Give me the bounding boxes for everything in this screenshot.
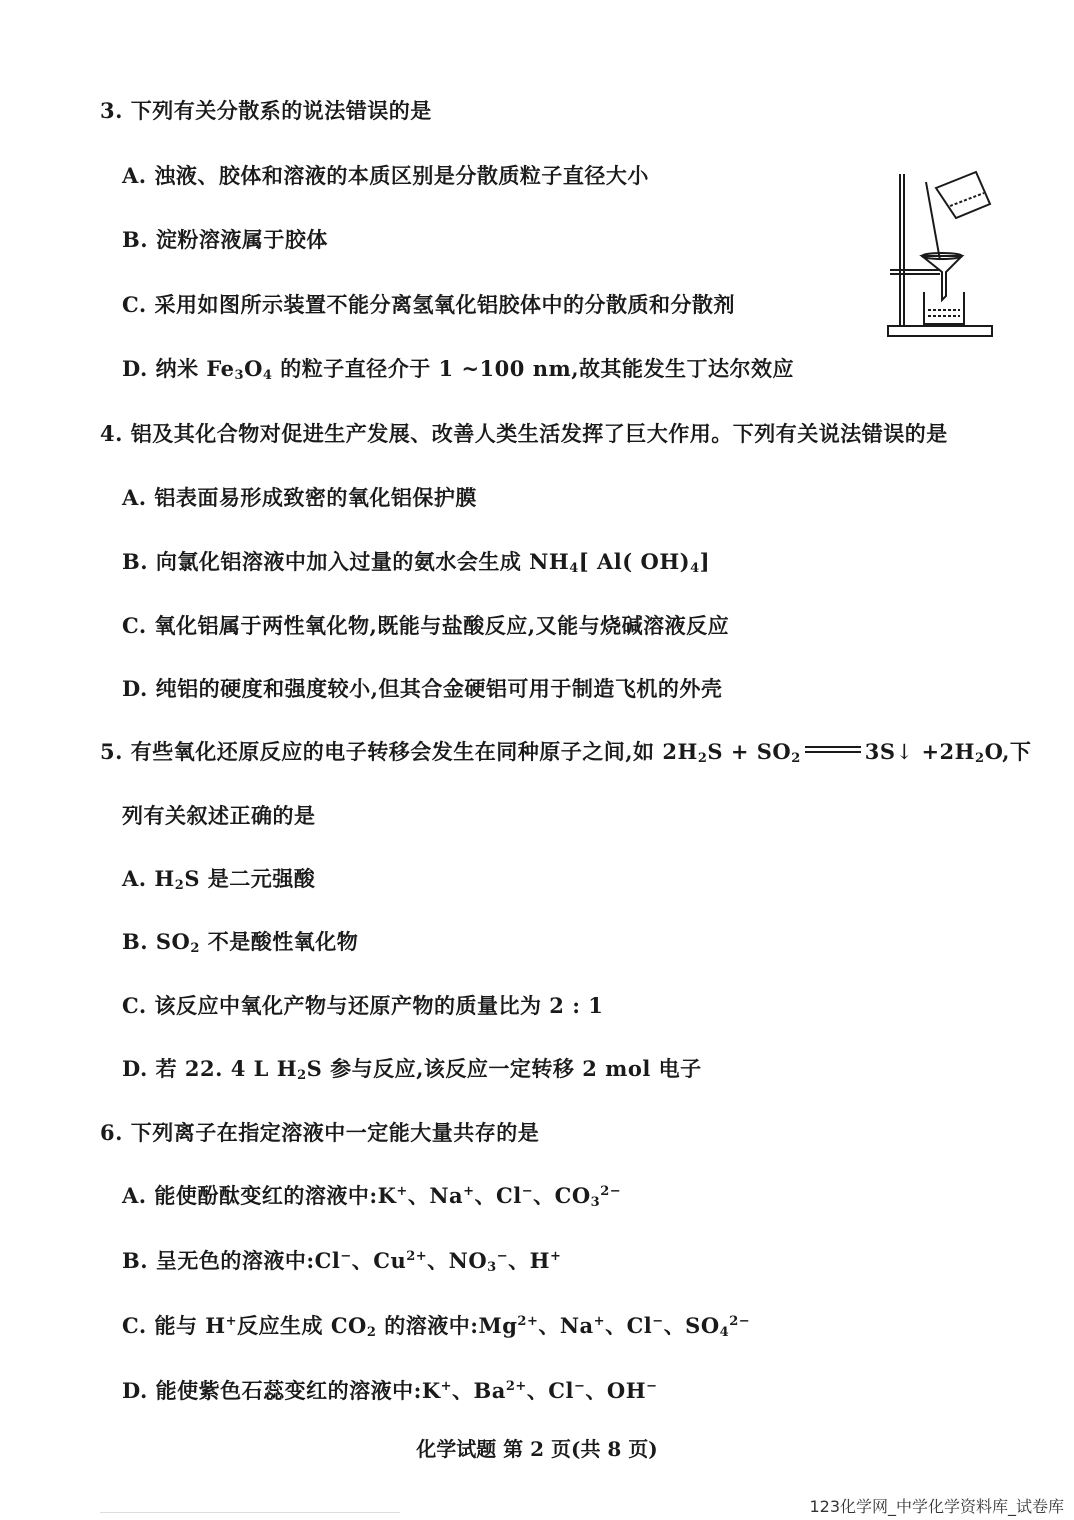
filtration-apparatus-figure — [880, 168, 1000, 343]
bottom-divider — [100, 1512, 400, 1513]
q6-option-c: C. 能与 H+反应生成 $CO_2$ 的溶液中$:Mg^{2+}$、Na+、Cl−、$SO_4^{2-}$ — [122, 1313, 751, 1340]
equals-sign — [805, 746, 861, 753]
q6-option-b: B. 呈无色的溶液中:Cl−、$Cu^{2+}$、$NO_3^-$、H+ — [122, 1248, 562, 1275]
q3-stem: 3. 下列有关分散系的说法错误的是 — [100, 98, 432, 123]
q4-option-a: A. 铝表面易形成致密的氧化铝保护膜 — [122, 485, 477, 510]
q4-option-c: C. 氧化铝属于两性氧化物,既能与盐酸反应,又能与烧碱溶液反应 — [122, 613, 730, 638]
q3-option-d: D. 纳米 $Fe_3O_4$ 的粒子直径介于 1 ~100 nm,故其能发生丁达尔效应 — [122, 356, 795, 383]
q3-option-b: B. 淀粉溶液属于胶体 — [122, 227, 328, 252]
q6-option-d: D. 能使紫色石蕊变红的溶液中:K+、$Ba^{2+}$、Cl−、OH− — [122, 1378, 658, 1403]
q4-option-b: B. 向氯化铝溶液中加入过量的氨水会生成 $NH_4$[ Al( $OH)_4$] — [122, 549, 711, 576]
q5-stem-line1: 5. 有些氧化还原反应的电子转移会发生在同种原子之间,如 $2H_2S + SO_2$ 3S↓ $+2H_2O$,下 — [100, 739, 1032, 766]
q5-option-a: A. $H_2S$ 是二元强酸 — [122, 866, 316, 893]
q5-option-b: B. $SO_2$ 不是酸性氧化物 — [122, 929, 359, 956]
q4-stem: 4. 铝及其化合物对促进生产发展、改善人类生活发挥了巨大作用。下列有关说法错误的是 — [100, 421, 948, 446]
page-footer: 化学试题 第 2 页(共 8 页) — [416, 1437, 658, 1461]
q5-stem-line2: 列有关叙述正确的是 — [122, 803, 316, 828]
q6-stem: 6. 下列离子在指定溶液中一定能大量共存的是 — [100, 1120, 540, 1145]
q3-option-c: C. 采用如图所示装置不能分离氢氧化铝胶体中的分散质和分散剂 — [122, 292, 735, 317]
watermark-text: 123化学网_中学化学资料库_试卷库 — [809, 1497, 1064, 1516]
q5-option-c: C. 该反应中氧化产物与还原产物的质量比为 2 : 1 — [122, 993, 604, 1018]
precipitate-arrow: ↓ — [895, 740, 914, 764]
q3-option-a: A. 浊液、胶体和溶液的本质区别是分散质粒子直径大小 — [122, 163, 649, 188]
q5-option-d: D. 若 22. 4 L $H_2S$ 参与反应,该反应一定转移 2 mol 电子 — [122, 1056, 702, 1083]
q4-option-d: D. 纯铝的硬度和强度较小,但其合金硬铝可用于制造飞机的外壳 — [122, 676, 723, 701]
q6-option-a: A. 能使酚酞变红的溶液中:K+、Na+、Cl−、$CO_3^{2-}$ — [122, 1183, 622, 1210]
